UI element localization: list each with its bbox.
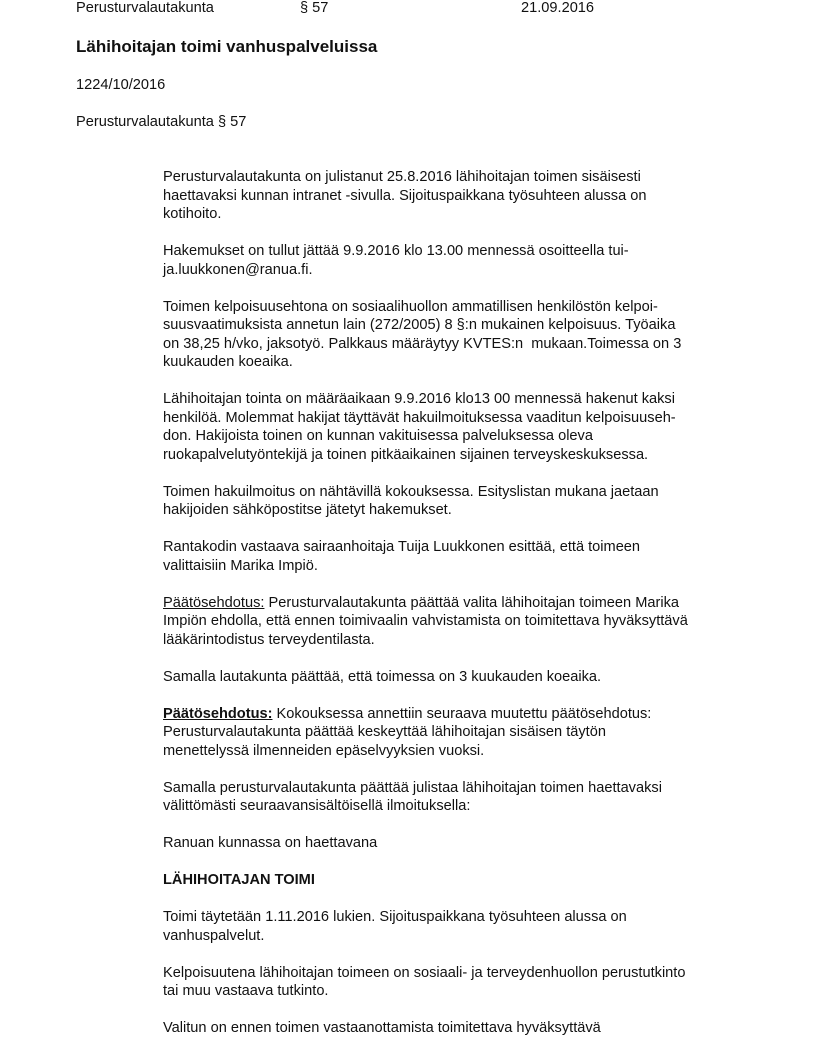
line-text: Hakemukset on tullut jättää 9.9.2016 klo 13.00 mennessä osoitteella tui- — [163, 243, 629, 259]
reference-number: 1224/10/2016 — [76, 77, 166, 93]
text-line — [163, 723, 688, 742]
paragraph — [163, 908, 688, 964]
paragraph-gap — [163, 464, 688, 483]
text-line — [163, 242, 688, 261]
paragraph-gap — [163, 372, 688, 391]
paragraph-gap — [163, 224, 688, 243]
text-line — [163, 612, 688, 631]
text-line — [163, 483, 688, 502]
text-line — [163, 187, 688, 206]
line-text: Samalla lautakunta päättää, että toimessa on 3 kuukauden koeaika. — [163, 668, 602, 685]
text-line — [163, 927, 688, 946]
text-line — [163, 964, 688, 983]
text-line — [163, 427, 688, 446]
proposal-label: Päätösehdotus: — [163, 705, 273, 722]
paragraph — [163, 705, 688, 779]
paragraph — [163, 779, 688, 835]
text-line — [163, 705, 688, 724]
line-text: valittaisiin Marika Impiö. — [163, 557, 318, 574]
line-text: välittömästi seuraavansisältöisellä ilmoituksella: — [163, 798, 471, 814]
header-date: 21.09.2016 — [521, 0, 595, 16]
paragraph — [163, 594, 688, 668]
line-text: ja.luukkonen@ranua.fi. — [163, 261, 313, 278]
text-line — [163, 298, 688, 317]
text-line — [163, 982, 688, 1001]
text-line — [163, 668, 688, 687]
text-line — [163, 797, 688, 816]
paragraph — [163, 168, 688, 242]
line-text: Perusturvalautakunta päättää valita lähihoitajan toimeen Marika — [264, 594, 679, 611]
line-text: suusvaatimuksista annetun lain (272/2005) 8 §:n mukainen kelpoisuus. Työaika — [163, 317, 676, 333]
paragraph-gap — [163, 853, 688, 872]
paragraph — [163, 483, 688, 539]
paragraph — [163, 390, 688, 483]
line-text: tai muu vastaava tutkinto. — [163, 983, 329, 999]
header-committee: Perusturvalautakunta — [76, 0, 214, 16]
text-line — [163, 409, 688, 428]
paragraph — [163, 871, 688, 908]
text-line — [163, 261, 688, 280]
line-text: Toimen hakuilmoitus on nähtävillä kokouksessa. Esityslistan mukana jaetaan — [163, 483, 659, 500]
line-text: Impiön ehdolla, että ennen toimivaalin vahvistamista on toimitettava hyväksyttävä — [163, 613, 688, 629]
line-text: lääkärintodistus terveydentilasta. — [163, 631, 375, 648]
line-text: Ranuan kunnassa on haettavana — [163, 835, 378, 851]
paragraph-gap — [163, 760, 688, 779]
line-text: haettavaksi kunnan intranet -sivulla. Sijoituspaikkana työsuhteen alussa on — [163, 187, 647, 204]
line-text: menettelyssä ilmenneiden epäselvyyksien vuoksi. — [163, 742, 485, 759]
line-text: Kokouksessa annettiin seuraava muutettu päätösehdotus: — [272, 705, 652, 722]
paragraph-gap — [163, 649, 688, 668]
text-line — [163, 538, 688, 557]
text-line — [163, 834, 688, 853]
line-text: henkilöä. Molemmat hakijat täyttävät hakuilmoituksessa vaaditun kelpoisuuseh- — [163, 409, 676, 426]
text-line — [163, 335, 688, 354]
line-text: Kelpoisuutena lähihoitajan toimeen on sosiaali- ja terveydenhuollon perustutkinto — [163, 964, 686, 981]
committee-section: Perusturvalautakunta § 57 — [76, 114, 247, 130]
text-line — [163, 1019, 688, 1038]
paragraph-gap — [163, 279, 688, 298]
text-line — [163, 779, 688, 798]
line-text: Valitun on ennen toimen vastaanottamista toimitettava hyväksyttävä — [163, 1020, 601, 1036]
line-text: ruokapalvelutyöntekijä ja toinen pitkäaikainen sijainen terveyskeskuksessa. — [163, 446, 649, 463]
line-text: kotihoito. — [163, 206, 222, 222]
paragraph — [163, 298, 688, 391]
text-line — [163, 631, 688, 650]
line-text: Toimi täytetään 1.11.2016 lukien. Sijoituspaikkana työsuhteen alussa on — [163, 909, 627, 925]
text-line — [163, 353, 688, 372]
text-line — [163, 390, 688, 409]
line-text: Perusturvalautakunta on julistanut 25.8.2016 lähihoitajan toimen sisäisesti — [163, 169, 641, 185]
paragraph-gap — [163, 945, 688, 964]
line-text: on 38,25 h/vko, jaksotyö. Palkkaus määräytyy KVTES:n mukaan.Toimessa on 3 — [163, 335, 682, 352]
text-line — [163, 316, 688, 335]
paragraph-gap — [163, 686, 688, 705]
line-text: Rantakodin vastaava sairaanhoitaja Tuija Luukkonen esittää, että toimeen — [163, 539, 641, 555]
text-line — [163, 908, 688, 927]
text-line — [163, 594, 688, 613]
paragraph — [163, 834, 688, 871]
line-text: hakijoiden sähköpostitse jätetyt hakemukset. — [163, 502, 452, 518]
paragraph-gap — [163, 1001, 688, 1020]
proposal-label: Päätösehdotus: — [163, 594, 265, 611]
line-text: Lähihoitajan tointa on määräaikaan 9.9.2016 klo13 00 mennessä hakenut kaksi — [163, 391, 675, 407]
paragraph — [163, 538, 688, 594]
text-line — [163, 501, 688, 520]
paragraph-gap — [163, 520, 688, 539]
paragraph — [163, 964, 688, 1020]
line-text: Toimen kelpoisuusehtona on sosiaalihuollon ammatillisen henkilöstön kelpoi- — [163, 298, 658, 315]
text-line — [163, 205, 688, 224]
line-text: don. Hakijoista toinen on kunnan vakituisessa palveluksessa oleva — [163, 428, 593, 444]
line-text: kuukauden koeaika. — [163, 354, 293, 370]
document-title: Lähihoitajan toimi vanhuspalveluissa — [76, 37, 378, 56]
document-body — [163, 168, 688, 1038]
header-section: § 57 — [300, 0, 329, 16]
paragraph — [163, 668, 688, 705]
paragraph-gap — [163, 816, 688, 835]
paragraph-gap — [163, 575, 688, 594]
paragraph — [163, 242, 688, 298]
text-line — [163, 168, 688, 187]
text-line — [163, 742, 688, 761]
paragraph-gap — [163, 890, 688, 909]
paragraph — [163, 1019, 688, 1038]
text-line — [163, 871, 688, 890]
line-text: vanhuspalvelut. — [163, 927, 265, 944]
text-line — [163, 446, 688, 465]
line-text: LÄHIHOITAJAN TOIMI — [163, 872, 315, 888]
line-text: Samalla perusturvalautakunta päättää julistaa lähihoitajan toimen haettavaksi — [163, 779, 662, 796]
text-line — [163, 557, 688, 576]
line-text: Perusturvalautakunta päättää keskeyttää lähihoitajan sisäisen täytön — [163, 724, 606, 740]
